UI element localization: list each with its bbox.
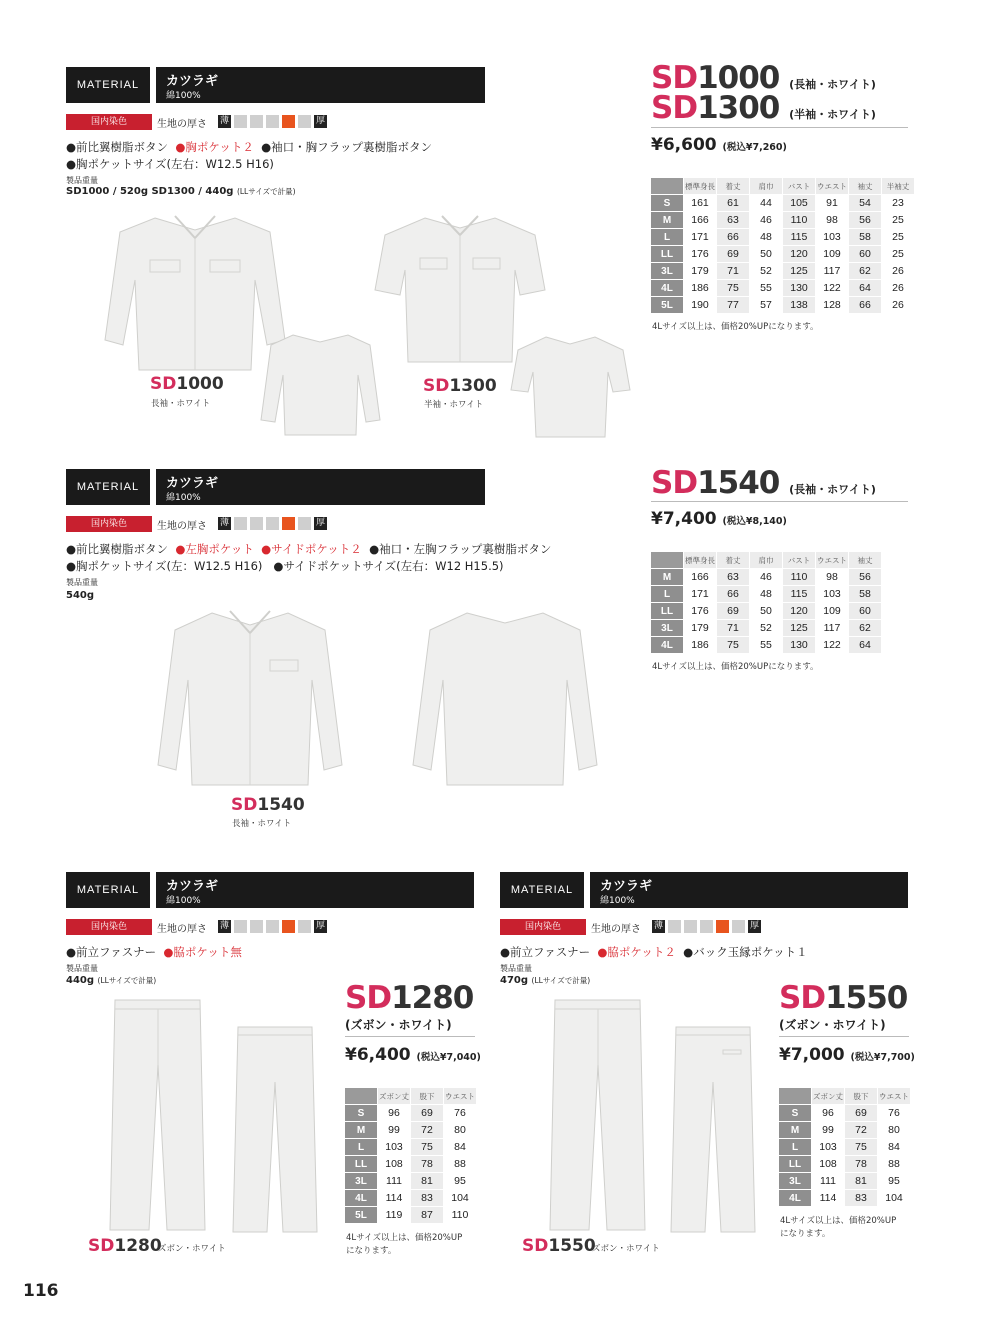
size-value: 77	[717, 297, 749, 313]
product-subtitle: (ズボン・ホワイト)	[779, 1018, 886, 1032]
size-value: 78	[411, 1156, 443, 1172]
table-row	[779, 1156, 910, 1172]
size-value: 110	[783, 212, 815, 228]
size-value: 128	[816, 297, 848, 313]
thickness-row	[66, 516, 336, 532]
caption-sub: ズボン・ホワイト	[592, 1244, 660, 1254]
weight-value: 440g (LLサイズで計量)	[66, 975, 157, 986]
size-value: 72	[845, 1122, 877, 1138]
size-value: 69	[717, 246, 749, 262]
size-value: 117	[816, 263, 848, 279]
size-value: 95	[878, 1173, 910, 1189]
size-value: 98	[816, 212, 848, 228]
product-caption: SD1280	[88, 1236, 162, 1256]
size-value: 103	[378, 1139, 410, 1155]
size-value: 23	[882, 195, 914, 211]
thick-marker: 厚	[315, 518, 325, 528]
size-value: 46	[750, 212, 782, 228]
thickness-label: 生地の厚さ	[591, 924, 641, 935]
table-row	[651, 637, 881, 653]
table-row	[651, 586, 881, 602]
table-row	[345, 1105, 476, 1121]
size-value: 96	[378, 1105, 410, 1121]
size-value: 62	[849, 620, 881, 636]
size-value: 80	[444, 1122, 476, 1138]
table-row	[779, 1173, 910, 1189]
fabric-composition: 綿100%	[166, 493, 201, 503]
size-value: 108	[378, 1156, 410, 1172]
long-sleeve-jacket-back-image	[258, 330, 383, 440]
size-value: 64	[849, 280, 881, 296]
size-value: 179	[684, 263, 716, 279]
size-table: 標準身長 着丈 肩巾 バスト ウエスト 袖丈 半袖丈 S 161 61 44 105 91 54 23 M 166 63 46 110 98 56 25 L 171 66 48 115 103 58 25 LL 176 69 50 120 109 60 25 3L 179 71 52 125 117 62 26 4L 186 75 55 130 122 64 26 5L 190 77 57 138 128 66 26	[650, 177, 915, 314]
size-value: 55	[750, 637, 782, 653]
size-value: 166	[684, 569, 716, 585]
size-value: 119	[378, 1207, 410, 1223]
size-label: 5L	[651, 297, 683, 313]
size-value: 115	[783, 586, 815, 602]
size-table: ズボン丈 股下 ウエスト S 96 69 76 M 99 72 80 L 103 75 84 LL 108 78 88 3L 111 81 95 4L 114 83 104	[778, 1087, 911, 1207]
size-value: 76	[878, 1105, 910, 1121]
table-note: になります。	[780, 1229, 831, 1239]
size-value: 110	[444, 1207, 476, 1223]
material-label: MATERIAL	[510, 884, 574, 896]
material-bar	[66, 67, 485, 103]
size-value: 99	[812, 1122, 844, 1138]
size-value: 190	[684, 297, 716, 313]
table-note: 4Lサイズ以上は、価格20%UP	[780, 1216, 897, 1226]
size-table: 標準身長 着丈 肩巾 バスト ウエスト 袖丈 M 166 63 46 110 98 56 L 171 66 48 115 103 58 LL 176 69 50 120 109 60 3L 179 71 52 125 117 62 4L 186 75 55 130 122 64	[650, 551, 882, 654]
table-note: 4Lサイズ以上は、価格20%UP	[346, 1233, 463, 1243]
size-value: 25	[882, 212, 914, 228]
size-value: 176	[684, 246, 716, 262]
size-label: M	[779, 1122, 811, 1138]
table-note: 4Lサイズ以上は、価格20%UPになります。	[652, 322, 819, 332]
size-value: 98	[816, 569, 848, 585]
table-row	[779, 1190, 910, 1206]
size-value: 108	[812, 1156, 844, 1172]
size-label: L	[779, 1139, 811, 1155]
size-value: 78	[845, 1156, 877, 1172]
size-value: 66	[717, 229, 749, 245]
size-value: 69	[411, 1105, 443, 1121]
size-label: M	[651, 212, 683, 228]
size-value: 50	[750, 603, 782, 619]
table-row	[779, 1139, 910, 1155]
size-value: 63	[717, 569, 749, 585]
size-value: 52	[750, 620, 782, 636]
size-value: 26	[882, 297, 914, 313]
product-subtitle: (ズボン・ホワイト)	[345, 1018, 452, 1032]
thin-marker: 薄	[219, 518, 229, 528]
size-value: 176	[684, 603, 716, 619]
material-label: MATERIAL	[76, 884, 140, 896]
size-value: 166	[684, 212, 716, 228]
size-value: 83	[845, 1190, 877, 1206]
size-value: 103	[816, 229, 848, 245]
thickness-cell	[298, 517, 311, 530]
table-row	[345, 1190, 476, 1206]
fabric-name: カツラギ	[600, 879, 653, 894]
material-label: MATERIAL	[76, 79, 140, 91]
size-value: 96	[812, 1105, 844, 1121]
product-caption: SD1300	[423, 376, 497, 396]
size-value: 66	[849, 297, 881, 313]
size-value: 104	[878, 1190, 910, 1206]
table-row	[651, 280, 914, 296]
size-value: 75	[717, 280, 749, 296]
size-value: 75	[411, 1139, 443, 1155]
thickness-cell	[298, 115, 311, 128]
size-value: 110	[783, 569, 815, 585]
size-value: 130	[783, 280, 815, 296]
weight-label: 製品重量	[500, 964, 532, 973]
size-value: 44	[750, 195, 782, 211]
thickness-label: 生地の厚さ	[157, 924, 207, 935]
thickness-cell-selected	[282, 517, 295, 530]
size-value: 76	[444, 1105, 476, 1121]
size-value: 48	[750, 229, 782, 245]
size-value: 69	[845, 1105, 877, 1121]
product-caption: SD1540	[231, 795, 305, 815]
size-label: 3L	[779, 1173, 811, 1189]
size-value: 48	[750, 586, 782, 602]
table-row	[779, 1105, 910, 1121]
size-value: 64	[849, 637, 881, 653]
size-value: 88	[878, 1156, 910, 1172]
product-caption: SD1550	[522, 1236, 596, 1256]
pants-front-image	[545, 995, 650, 1235]
fabric-name: カツラギ	[166, 476, 219, 491]
size-value: 109	[816, 246, 848, 262]
thickness-cell-selected	[282, 115, 295, 128]
thick-marker: 厚	[315, 116, 325, 126]
caption-sub: 長袖・ホワイト	[232, 819, 292, 829]
table-row	[345, 1173, 476, 1189]
thin-marker: 薄	[219, 116, 229, 126]
origin-tag: 国内染色	[66, 516, 152, 532]
size-label: L	[651, 586, 683, 602]
size-label: 4L	[651, 637, 683, 653]
size-value: 56	[849, 212, 881, 228]
thickness-label: 生地の厚さ	[157, 521, 207, 532]
thickness-cell	[234, 517, 247, 530]
size-value: 115	[783, 229, 815, 245]
size-value: 130	[783, 637, 815, 653]
size-value: 26	[882, 280, 914, 296]
table-note: になります。	[346, 1246, 397, 1256]
thickness-cell	[250, 115, 263, 128]
size-value: 84	[878, 1139, 910, 1155]
size-label: L	[651, 229, 683, 245]
size-value: 114	[378, 1190, 410, 1206]
size-value: 161	[684, 195, 716, 211]
fabric-name: カツラギ	[166, 879, 219, 894]
thickness-cell-selected	[716, 920, 729, 933]
size-label: LL	[651, 603, 683, 619]
size-value: 75	[845, 1139, 877, 1155]
thickness-cell	[234, 920, 247, 933]
table-row	[651, 603, 881, 619]
weight-value: 540g	[66, 590, 95, 601]
table-row	[651, 229, 914, 245]
thickness-cell	[250, 920, 263, 933]
product-title: SD1280	[345, 980, 474, 1016]
size-value: 138	[783, 297, 815, 313]
jacket-front-image	[150, 605, 350, 790]
size-value: 125	[783, 620, 815, 636]
features-line: ●前立ファスナー ●脇ポケット無	[66, 945, 242, 959]
size-value: 122	[816, 280, 848, 296]
price: ¥7,400 (税込¥8,140)	[651, 509, 787, 529]
thin-marker: 薄	[219, 921, 229, 931]
thickness-cell	[234, 115, 247, 128]
size-label: 4L	[779, 1190, 811, 1206]
size-value: 72	[411, 1122, 443, 1138]
thickness-cell	[266, 920, 279, 933]
product-title: SD1000 (長袖・ホワイト)	[651, 60, 876, 96]
caption-sub: 長袖・ホワイト	[151, 399, 211, 409]
thickness-cell	[732, 920, 745, 933]
size-value: 83	[411, 1190, 443, 1206]
size-value: 186	[684, 637, 716, 653]
thickness-row	[66, 919, 336, 935]
weight-value: SD1000 / 520g SD1300 / 440g (LLサイズで計量)	[66, 186, 296, 197]
size-value: 125	[783, 263, 815, 279]
price: ¥7,000 (税込¥7,700)	[779, 1045, 915, 1065]
fabric-composition: 綿100%	[600, 896, 635, 906]
thickness-cell-selected	[282, 920, 295, 933]
size-value: 60	[849, 246, 881, 262]
material-bar	[66, 469, 485, 505]
size-value: 81	[845, 1173, 877, 1189]
size-value: 111	[812, 1173, 844, 1189]
size-label: 4L	[651, 280, 683, 296]
features-line: ●胸ポケットサイズ(左右：W12.5 H16)	[66, 157, 274, 171]
thin-marker: 薄	[653, 921, 663, 931]
divider	[651, 127, 908, 128]
fabric-name: カツラギ	[166, 74, 219, 89]
size-value: 117	[816, 620, 848, 636]
origin-tag: 国内染色	[500, 919, 586, 935]
size-value: 26	[882, 263, 914, 279]
fabric-composition: 綿100%	[166, 896, 201, 906]
thickness-row	[500, 919, 770, 935]
size-value: 69	[717, 603, 749, 619]
material-bar	[66, 872, 474, 908]
weight-label: 製品重量	[66, 578, 98, 587]
size-value: 56	[849, 569, 881, 585]
size-value: 80	[878, 1122, 910, 1138]
size-value: 66	[717, 586, 749, 602]
pants-front-image	[105, 995, 210, 1235]
divider	[651, 501, 908, 502]
size-value: 58	[849, 586, 881, 602]
table-row	[651, 263, 914, 279]
size-value: 103	[816, 586, 848, 602]
size-value: 186	[684, 280, 716, 296]
size-value: 95	[444, 1173, 476, 1189]
size-value: 62	[849, 263, 881, 279]
size-value: 114	[812, 1190, 844, 1206]
size-value: 54	[849, 195, 881, 211]
thickness-label: 生地の厚さ	[157, 119, 207, 130]
size-value: 91	[816, 195, 848, 211]
thickness-cell	[298, 920, 311, 933]
product-title: SD1550	[779, 980, 908, 1016]
pants-back-image	[230, 1022, 320, 1237]
thickness-cell	[700, 920, 713, 933]
size-value: 57	[750, 297, 782, 313]
size-value: 25	[882, 229, 914, 245]
features-line: ●胸ポケットサイズ(左：W12.5 H16) ●サイドポケットサイズ(左右：W12 H15.5)	[66, 559, 504, 573]
product-title: SD1540 (長袖・ホワイト)	[651, 465, 876, 501]
size-value: 55	[750, 280, 782, 296]
product-title: SD1300 (半袖・ホワイト)	[651, 90, 876, 126]
table-row	[651, 195, 914, 211]
size-label: 3L	[345, 1173, 377, 1189]
size-label: S	[651, 195, 683, 211]
size-value: 111	[378, 1173, 410, 1189]
size-value: 99	[378, 1122, 410, 1138]
page-number: 116	[23, 1281, 59, 1301]
origin-tag: 国内染色	[66, 919, 152, 935]
size-label: S	[779, 1105, 811, 1121]
price: ¥6,600 (税込¥7,260)	[651, 135, 787, 155]
table-row	[651, 212, 914, 228]
thickness-row	[66, 114, 336, 130]
size-value: 104	[444, 1190, 476, 1206]
material-bar	[500, 872, 908, 908]
size-label: LL	[779, 1156, 811, 1172]
size-label: LL	[345, 1156, 377, 1172]
size-value: 46	[750, 569, 782, 585]
size-value: 71	[717, 263, 749, 279]
product-caption: SD1000	[150, 374, 224, 394]
size-label: L	[345, 1139, 377, 1155]
size-value: 52	[750, 263, 782, 279]
weight-label: 製品重量	[66, 964, 98, 973]
size-value: 75	[717, 637, 749, 653]
short-sleeve-jacket-back-image	[508, 332, 633, 440]
size-value: 63	[717, 212, 749, 228]
thickness-cell	[266, 517, 279, 530]
weight-value: 470g (LLサイズで計量)	[500, 975, 591, 986]
material-label: MATERIAL	[76, 481, 140, 493]
table-row	[651, 620, 881, 636]
size-value: 61	[717, 195, 749, 211]
size-value: 103	[812, 1139, 844, 1155]
size-value: 71	[717, 620, 749, 636]
size-value: 105	[783, 195, 815, 211]
size-value: 60	[849, 603, 881, 619]
caption-sub: 半袖・ホワイト	[424, 400, 484, 410]
table-row	[651, 569, 881, 585]
size-value: 120	[783, 603, 815, 619]
size-value: 50	[750, 246, 782, 262]
size-value: 87	[411, 1207, 443, 1223]
size-label: 3L	[651, 263, 683, 279]
table-row	[779, 1122, 910, 1138]
size-label: M	[651, 569, 683, 585]
table-row	[345, 1156, 476, 1172]
table-row	[345, 1207, 476, 1223]
size-value: 88	[444, 1156, 476, 1172]
size-value: 171	[684, 586, 716, 602]
size-value: 120	[783, 246, 815, 262]
size-value: 109	[816, 603, 848, 619]
size-value: 179	[684, 620, 716, 636]
size-label: S	[345, 1105, 377, 1121]
size-value: 25	[882, 246, 914, 262]
size-table: ズボン丈 股下 ウエスト S 96 69 76 M 99 72 80 L 103 75 84 LL 108 78 88 3L 111 81 95 4L 114 83 104 5L 119 87 110	[344, 1087, 477, 1224]
thickness-cell	[250, 517, 263, 530]
size-value: 122	[816, 637, 848, 653]
size-value: 171	[684, 229, 716, 245]
features-line: ●前立ファスナー ●脇ポケット２ ●バック玉縁ポケット１	[500, 945, 808, 959]
divider	[779, 1036, 909, 1037]
table-row	[651, 297, 914, 313]
size-value: 84	[444, 1139, 476, 1155]
table-row	[651, 246, 914, 262]
weight-label: 製品重量	[66, 176, 98, 185]
size-label: 3L	[651, 620, 683, 636]
divider	[345, 1036, 475, 1037]
table-row	[345, 1139, 476, 1155]
thickness-cell	[684, 920, 697, 933]
size-label: LL	[651, 246, 683, 262]
table-row	[345, 1122, 476, 1138]
jacket-back-image	[405, 605, 605, 790]
size-value: 81	[411, 1173, 443, 1189]
caption-sub: ズボン・ホワイト	[158, 1244, 226, 1254]
fabric-composition: 綿100%	[166, 91, 201, 101]
table-note: 4Lサイズ以上は、価格20%UPになります。	[652, 662, 819, 672]
price: ¥6,400 (税込¥7,040)	[345, 1045, 481, 1065]
size-value: 58	[849, 229, 881, 245]
thickness-cell	[266, 115, 279, 128]
thick-marker: 厚	[315, 921, 325, 931]
pants-back-image	[668, 1022, 758, 1237]
thickness-cell	[668, 920, 681, 933]
size-label: M	[345, 1122, 377, 1138]
size-label: 5L	[345, 1207, 377, 1223]
thick-marker: 厚	[749, 921, 759, 931]
origin-tag: 国内染色	[66, 114, 152, 130]
size-label: 4L	[345, 1190, 377, 1206]
features-line: ●前比翼樹脂ボタン ●胸ポケット２ ●袖口・胸フラップ裏樹脂ボタン	[66, 140, 432, 154]
features-line: ●前比翼樹脂ボタン ●左胸ポケット ●サイドポケット２ ●袖口・左胸フラップ裏樹脂ボタン	[66, 542, 552, 556]
